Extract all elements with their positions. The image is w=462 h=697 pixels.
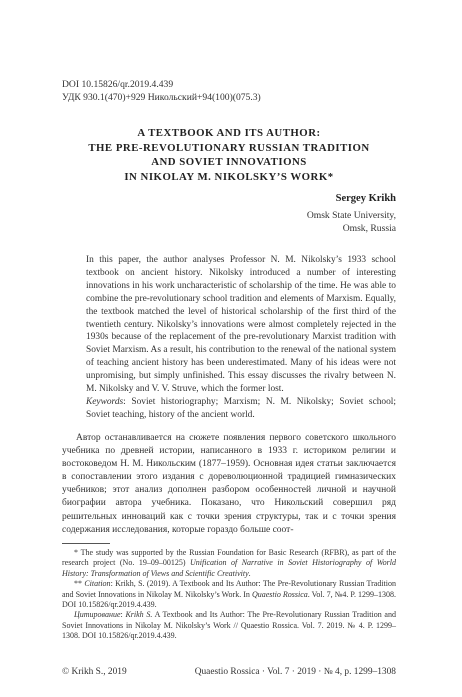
affiliation-city: Omsk, Russia	[342, 223, 396, 234]
keywords-label: Keywords	[86, 396, 124, 407]
article-title	[62, 126, 396, 184]
citation-journal: Quaestio Rossica	[251, 589, 308, 599]
abstract-text: In this paper, the author analyses Professor N. M. Nikolsky’s 1933 school textbook on ancient history. Nikolsky introduced a number of interesting innovations in his work uncharacteristic of scholarship of the time. He was able to combine the pre-revolutionary school tradition and elements of Marxism. Equally, the textbook matched the level of historical scholarship of the first third of the twentieth century. Nikolsky’s innovations were almost completely rejected in the 1930s because of the replacement of the pre-revolutionary Marxist tradition with Soviet Marxism. As a result, his contribution to the renewal of the national system of teaching ancient history has been underestimated. Many of his ideas were not unpromising, but simply unfinished. This essay discusses the rivalry between N. M. Nikolsky and V. V. Struve, which the former lost.	[86, 255, 396, 395]
article-identifiers	[62, 79, 261, 104]
abstract	[86, 254, 396, 422]
citation-details: . Vol. 7, №4. P. 1299–1308. DOI 10.15826/qr.2019.4.439.	[62, 589, 396, 610]
author-name: Sergey Krikh	[335, 193, 396, 204]
footnote-marker: **	[74, 579, 85, 589]
title-line-2: THE PRE-REVOLUTIONARY RUSSIAN TRADITION	[88, 141, 370, 154]
udk-line: УДК 930.1(470)+929 Никольский+94(100)(075.3)	[62, 91, 261, 103]
footnote-citation-ru	[62, 610, 396, 641]
footnotes	[62, 548, 396, 642]
citation-text: : Krikh, S. (2019). A Textbook and Its Author: The Pre-Revolutionary Russian Tradition and Soviet Innovations in Nikolay M. Nikolsky’s Work. In	[62, 579, 396, 599]
title-line-4: IN NIKOLAY M. NIKOLSKY’S WORK*	[124, 170, 334, 183]
keywords	[86, 396, 396, 422]
body-paragraph: Автор останавливается на сюжете появления первого советского школьного учебника по древней истории, написанного в 1933 г. историком религии и востоковедом Н. М. Никольским (1877–1959). Основная идея статьи заключается в сопоставлении этого издания с дореволюционной традицией гимназических учебников; этот анализ дополнен разбором особенностей личной и научной биографии автора учебника. Показано, что Никольский совершил ряд решительных инноваций как с точки зрения структуры, так и с точки зрения содержания исследования, которые гораздо больше соот-	[62, 433, 396, 535]
citation-ru-text: A Textbook and Its Author: The Pre-Revolutionary Russian Tradition and Soviet Innovations in Nikolay M. Nikolsky’s Work // Quaestio Rossica. Vol. 7. 2019. № 4. P. 1299–1308. DOI 10.15826/qr.2019.4.439.	[62, 610, 396, 641]
footnote-funding-text: * The study was supported by the Russian Foundation for Basic Research (RFBR), as part of the research project (No. 19–09–00125)	[62, 548, 396, 568]
doi-line: DOI 10.15826/qr.2019.4.439	[62, 79, 174, 90]
body-text-russian	[62, 432, 396, 537]
journal-footer: Quaestio Rossica · Vol. 7 · 2019 · № 4, р. 1299–1308	[194, 667, 396, 677]
affiliation-university: Omsk State University,	[306, 210, 396, 221]
footnote-funding	[62, 548, 396, 579]
citation-ru-colon: :	[120, 610, 126, 620]
citation-ru-author: Krikh S.	[125, 610, 153, 620]
citation-label: Citation	[84, 579, 111, 589]
author-affiliation	[307, 209, 396, 235]
footnote-project-title: Unification of Narrative in Soviet Historiography of World History: Transformation of Views and Scientific Creativity	[62, 558, 396, 578]
footnote-divider	[62, 543, 110, 544]
footnote-citation-en	[62, 579, 396, 610]
footnote-funding-end: .	[248, 568, 251, 578]
title-line-3: AND SOVIET INNOVATIONS	[151, 156, 307, 169]
copyright: © Krikh S., 2019	[62, 667, 127, 677]
title-line-1: A TEXTBOOK AND ITS AUTHOR:	[137, 127, 321, 139]
citation-ru-label: Цитирование	[74, 610, 121, 620]
keywords-list: : Soviet historiography; Marxism; N. M. Nikolsky; Soviet school; Soviet teaching, history of the ancient world.	[86, 396, 396, 420]
